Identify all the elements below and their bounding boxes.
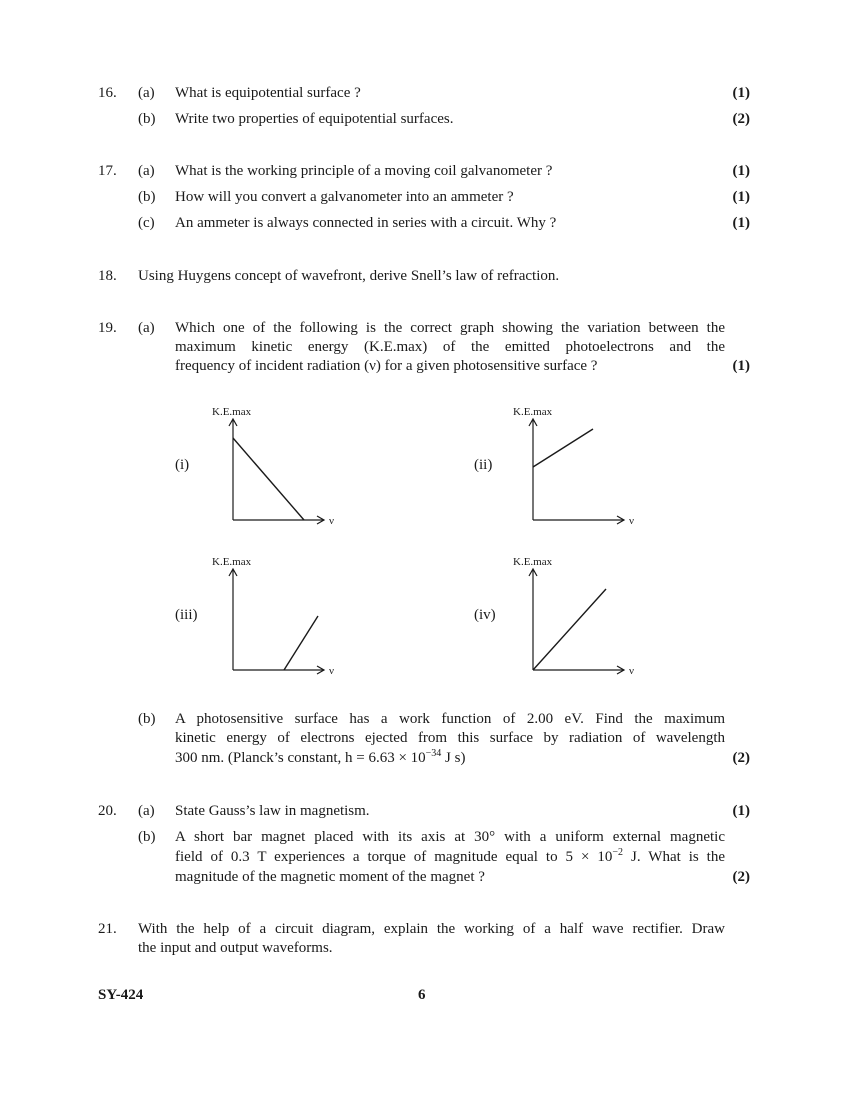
q20b-line2: [175, 847, 725, 867]
q16b-marks: (2): [732, 111, 750, 127]
q20b-line1: A short bar magnet placed with its axis at 30° with a uniform external magnetic: [175, 829, 725, 845]
q20a-text: State Gauss’s law in magnetism.: [175, 803, 370, 819]
q20b-line2-pre: field of 0.3 T experiences a torque of magnitude equal to 5 × 10: [175, 849, 613, 865]
graph-iv-label: (iv): [474, 607, 496, 623]
q19a-line2: maximum kinetic energy (K.E.max) of the emitted photoelectrons and the: [175, 339, 725, 355]
q20b-line2-post: J. What is the: [623, 849, 725, 865]
graph-iii-x-label: ν: [329, 665, 334, 677]
q17a-text: What is the working principle of a moving coil galvanometer ?: [175, 163, 553, 179]
graph-i-label: (i): [175, 457, 190, 473]
q18-number: 18.: [98, 268, 117, 284]
q19a-line3: frequency of incident radiation (ν) for a given photosensitive surface ?: [175, 358, 598, 374]
graph-ii-x-label: ν: [629, 515, 634, 527]
q19a-label: (a): [138, 320, 155, 336]
graph-iii-line: [284, 616, 318, 670]
graph-iv: [500, 550, 650, 680]
q16a-label: (a): [138, 85, 155, 101]
q20b-marks: (2): [732, 869, 750, 885]
q20b-exponent: −2: [612, 847, 624, 858]
q17c-label: (c): [138, 215, 155, 231]
q17b-text: How will you convert a galvanometer into an ammeter ?: [175, 189, 514, 205]
graph-ii-line: [533, 429, 593, 467]
q17c-marks: (1): [732, 215, 750, 231]
q16b-label: (b): [138, 111, 156, 127]
q17b-label: (b): [138, 189, 156, 205]
graph-iii-label: (iii): [175, 607, 198, 623]
q21-line2: the input and output waveforms.: [138, 940, 333, 956]
q19b-exponent: −34: [425, 748, 442, 759]
q17b-marks: (1): [732, 189, 750, 205]
paper-code: SY-424: [98, 987, 144, 1003]
graph-i-x-label: ν: [329, 515, 334, 527]
q18-text: Using Huygens concept of wavefront, derive Snell’s law of refraction.: [138, 268, 560, 284]
q21-number: 21.: [98, 921, 117, 937]
graph-iv-line: [533, 589, 606, 670]
q20b-line3: magnitude of the magnetic moment of the magnet ?: [175, 869, 485, 885]
q19-number: 19.: [98, 320, 117, 336]
q17a-label: (a): [138, 163, 155, 179]
q19b-line3: [175, 748, 465, 768]
q17c-text: An ammeter is always connected in series with a circuit. Why ?: [175, 215, 557, 231]
graph-iii: [200, 550, 350, 680]
q16a-text: What is equipotential surface ?: [175, 85, 361, 101]
q17-number: 17.: [98, 163, 117, 179]
graph-iii-y-label: K.E.max: [212, 556, 252, 568]
q16-number: 16.: [98, 85, 117, 101]
graph-i-line: [233, 438, 304, 520]
graph-ii: [500, 400, 650, 530]
q19b-label: (b): [138, 711, 156, 727]
q19b-line2: kinetic energy of electrons ejected from this surface by radiation of wavelength: [175, 730, 725, 746]
q16b-text: Write two properties of equipotential surfaces.: [175, 111, 454, 127]
q19b-line3-post: J s): [441, 750, 466, 766]
graph-ii-label: (ii): [474, 457, 493, 473]
q17a-marks: (1): [732, 163, 750, 179]
q20a-marks: (1): [732, 803, 750, 819]
q20b-label: (b): [138, 829, 156, 845]
graph-iv-x-label: ν: [629, 665, 634, 677]
q19a-marks: (1): [732, 358, 750, 374]
q19b-line1: A photosensitive surface has a work function of 2.00 eV. Find the maximum: [175, 711, 725, 727]
q19b-line3-pre: 300 nm. (Planck’s constant, h = 6.63 × 10: [175, 750, 426, 766]
graph-i: [200, 400, 350, 530]
q20a-label: (a): [138, 803, 155, 819]
q19b-marks: (2): [732, 750, 750, 766]
q16a-marks: (1): [732, 85, 750, 101]
q21-line1: With the help of a circuit diagram, explain the working of a half wave rectifier. Draw: [138, 921, 725, 937]
graph-i-y-label: K.E.max: [212, 406, 252, 418]
graph-ii-y-label: K.E.max: [513, 406, 553, 418]
page-number: 6: [418, 987, 426, 1003]
q19a-line1: Which one of the following is the correct graph showing the variation between the: [175, 320, 725, 336]
graph-iv-y-label: K.E.max: [513, 556, 553, 568]
q20-number: 20.: [98, 803, 117, 819]
